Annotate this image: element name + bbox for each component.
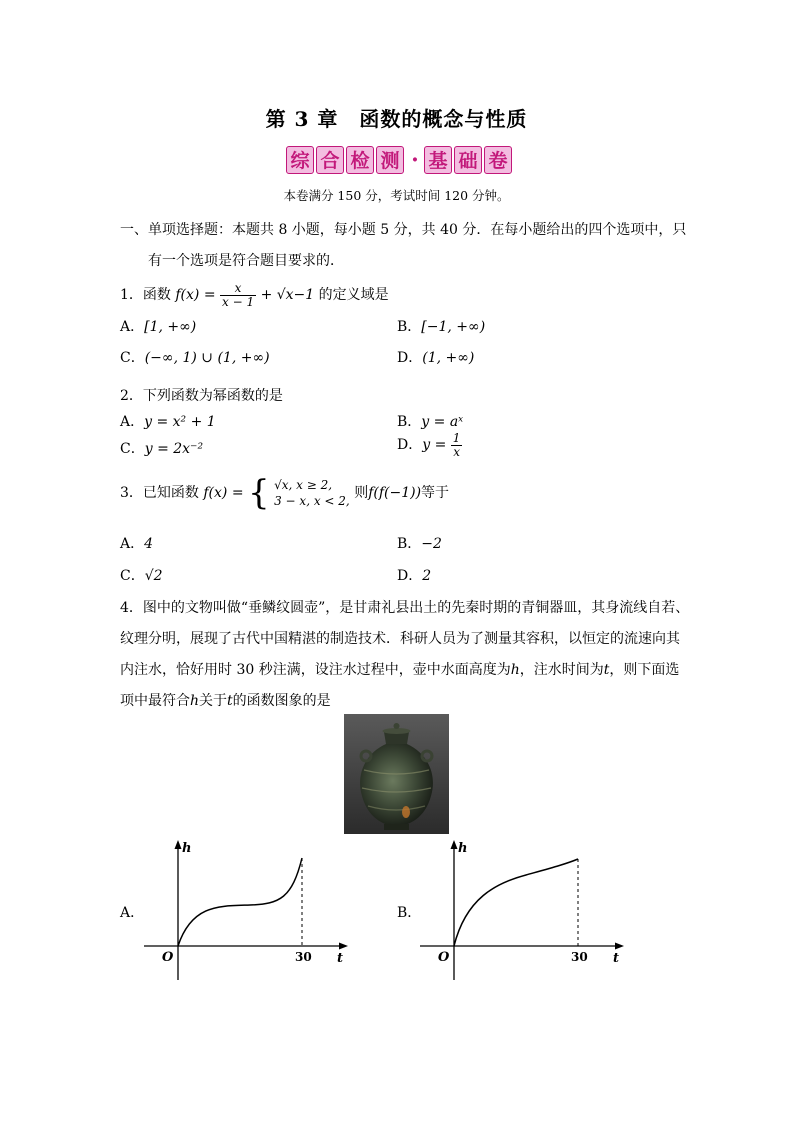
q2-option-d-fraction: [451, 432, 463, 459]
q3-brace: {: [248, 473, 270, 513]
q2-option-c-label: C．: [120, 441, 145, 457]
q4-option-a-label: A．: [120, 905, 145, 921]
graph-a-t-label: t: [337, 951, 344, 966]
q1-option-a: [120, 316, 196, 336]
q4-var-t: t: [603, 662, 610, 678]
q4-var-h-2: h: [190, 693, 200, 709]
q1-option-d-label: D．: [397, 350, 423, 366]
q1-option-c-label: C．: [120, 350, 145, 366]
q3-option-c-value: √2: [144, 568, 163, 584]
q1-function: f(x) =: [175, 287, 216, 303]
q2-option-d-label: D．: [397, 437, 423, 453]
q2-option-c-value: y = 2x⁻²: [144, 441, 204, 457]
q3-piece-1: √x, x ≥ 2,: [274, 478, 333, 492]
q2-option-b-value: y = aˣ: [421, 414, 464, 430]
question-1: [120, 280, 389, 310]
question-3: [120, 474, 449, 512]
q4-line-3b: ，注水时间为: [519, 662, 604, 678]
q4-line-4c: 的函数图象的是: [232, 693, 331, 709]
q2-option-c: [120, 438, 203, 458]
q1-option-c: [120, 347, 270, 367]
q4-line-1: 4．图中的文物叫做“垂鳞纹圆壶”，是甘肃礼县出土的先秦时期的青铜器皿，其身流线自若、: [120, 600, 690, 616]
graph-b-x-arrow: [615, 943, 624, 950]
graph-b-h-label: h: [458, 841, 468, 856]
banner-char-6: 础: [454, 146, 482, 174]
q1-option-b-label: B．: [397, 319, 422, 335]
graph-a-origin: O: [162, 950, 174, 965]
section-heading-line2: 有一个选项是符合题目要求的．: [148, 253, 344, 269]
q3-option-b-value: −2: [421, 536, 442, 552]
q4-var-t-2: t: [227, 693, 233, 709]
q1-option-d: [397, 347, 474, 367]
banner-char-5: 基: [424, 146, 452, 174]
page-title: 第 3 章 函数的概念与性质: [265, 107, 528, 131]
q4-line-2: 纹理分明，展现了古代中国精湛的制造技术．科研人员为了测量其容积，以恒定的流速向其: [120, 631, 680, 647]
q3-prefix: 3．已知函数: [120, 485, 199, 501]
q2-option-d-value: y =: [422, 437, 447, 453]
q3-suffix: 等于: [421, 485, 450, 501]
q3-piece-2: 3 − x, x < 2,: [274, 494, 350, 508]
graph-a-tick-30: 30: [295, 950, 312, 964]
q1-option-a-label: A．: [120, 319, 145, 335]
q4-line-3a: 内注水，恰好用时 30 秒注满，设注水过程中，壶中水面高度为: [120, 662, 511, 678]
section-heading-line1: 一、单项选择题：本题共 8 小题，每小题 5 分，共 40 分．在每小题给出的四个选项中，只: [120, 222, 687, 238]
q3-option-b: [397, 533, 442, 553]
q3-middle: 则: [354, 485, 369, 501]
graph-b-t-label: t: [613, 951, 620, 966]
graph-b-origin: O: [438, 950, 450, 965]
bronze-pot-image: [344, 714, 449, 834]
graph-a-h-label: h: [182, 841, 192, 856]
q2-option-b-label: B．: [397, 414, 422, 430]
q3-option-a-label: A．: [120, 536, 145, 552]
graph-a-curve: [178, 858, 302, 946]
q3-option-d: [397, 565, 431, 585]
q4-line-3c: ，则下面选: [609, 662, 680, 678]
q2-option-a-value: y = x² + 1: [144, 414, 216, 430]
q2-option-d: [397, 430, 462, 460]
q1-suffix: 的定义域是: [318, 287, 389, 303]
q1-prefix: 1．函数: [120, 287, 171, 303]
graph-b-curve: [454, 859, 578, 946]
q1-option-b-value: [−1, +∞): [421, 319, 486, 335]
exam-subtitle: 本卷满分 150 分，考试时间 120 分钟。: [283, 188, 510, 203]
q3-option-c: [120, 565, 163, 585]
banner-char-7: 卷: [484, 146, 512, 174]
graph-a-y-arrow: [175, 840, 182, 849]
banner-char-1: 综: [286, 146, 314, 174]
q3-option-a: [120, 533, 153, 553]
q1-option-b: [397, 316, 485, 336]
graph-b-tick-30: 30: [571, 950, 588, 964]
q3-option-b-label: B．: [397, 536, 422, 552]
q1-option-a-value: [1, +∞): [144, 319, 197, 335]
q2-option-d-den: x: [453, 444, 460, 459]
q4-line-4: [120, 690, 331, 710]
q2-option-d-num: 1: [452, 430, 461, 445]
banner-char-4: 测: [376, 146, 404, 174]
title-banner: [286, 146, 510, 176]
graph-b: [416, 838, 636, 983]
q3-option-c-label: C．: [120, 568, 145, 584]
q1-option-c-value: (−∞, 1) ∪ (1, +∞): [144, 350, 270, 366]
q4-line-4a: 项中最符合: [120, 693, 190, 709]
banner-char-3: 检: [346, 146, 374, 174]
q3-function: f(x) =: [203, 485, 244, 501]
q2-option-b: [397, 411, 463, 431]
graph-a-x-arrow: [339, 943, 348, 950]
graph-a: [140, 838, 360, 983]
q3-piecewise: [274, 477, 350, 509]
question-2: 2．下列函数为幂函数的是: [120, 388, 283, 404]
q4-line-3: [120, 659, 679, 679]
q3-expression: f(f(−1)): [368, 485, 422, 501]
q1-fraction-den: x − 1: [222, 294, 255, 309]
banner-dot: ·: [411, 147, 419, 173]
banner-char-2: 合: [316, 146, 344, 174]
q1-option-d-value: (1, +∞): [422, 350, 475, 366]
graph-b-y-arrow: [451, 840, 458, 849]
q2-option-a: [120, 411, 216, 431]
q4-line-4b: 关于: [199, 693, 228, 709]
q1-fraction: [220, 282, 256, 309]
q4-option-b-label: B．: [397, 905, 422, 921]
q1-fraction-num: x: [220, 282, 256, 296]
q1-sqrt-term: + √x−1: [260, 287, 315, 303]
q4-var-h: h: [510, 662, 520, 678]
q3-option-a-value: 4: [144, 536, 154, 552]
q3-option-d-label: D．: [397, 568, 423, 584]
q2-option-a-label: A．: [120, 414, 145, 430]
q3-option-d-value: 2: [422, 568, 432, 584]
